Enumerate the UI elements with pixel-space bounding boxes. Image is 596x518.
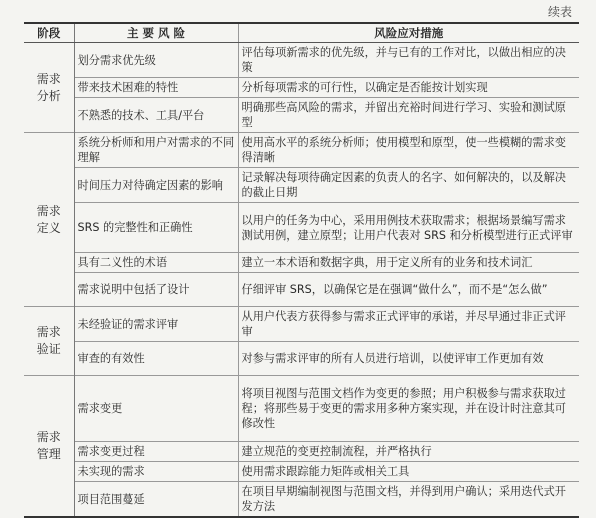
- risk-cell: 时间压力对待确定因素的影响: [74, 168, 238, 203]
- risk-cell: 需求变更: [74, 376, 238, 442]
- risk-cell: 审查的有效性: [74, 342, 238, 376]
- measure-cell: 使用高水平的系统分析师；使用模型和原型，使一些模糊的需求变得清晰: [238, 133, 579, 168]
- measure-cell: 评估每项新需求的优先级，并与已有的工作对比，以做出相应的决策: [238, 43, 579, 78]
- table-row: [24, 78, 579, 98]
- measure-cell: 将项目视图与范围文档作为变更的参照；用户积极参与需求获取过程；将那些易于变更的需求用多种方案实现，并在设计时注意其可修改性: [238, 376, 579, 442]
- measure-cell: 明确那些高风险的需求，并留出充裕时间进行学习、实验和测试原型: [238, 98, 579, 133]
- measure-cell: 建立规范的变更控制流程，并严格执行: [238, 442, 579, 462]
- risk-cell: 项目范围蔓延: [74, 482, 238, 518]
- risk-cell: 未经验证的需求评审: [74, 307, 238, 342]
- measure-cell: 分析每项需求的可行性，以确定是否能按计划实现: [238, 78, 579, 98]
- risk-cell: 需求说明中包括了设计: [74, 273, 238, 307]
- header-measure: 风险应对措施: [238, 23, 579, 43]
- header-risk: 主 要 风 险: [74, 23, 238, 43]
- measure-cell: 以用户的任务为中心，采用用例技术获取需求；根据场景编写需求测试用例，建立原型；让用户代表对 SRS 和分析模型进行正式评审: [238, 203, 579, 253]
- risk-cell: 带来技术困难的特性: [74, 78, 238, 98]
- table-row: [24, 482, 579, 518]
- risk-cell: 具有二义性的术语: [74, 253, 238, 273]
- stage-cell: 需求 分析: [24, 43, 74, 133]
- table-row: [24, 462, 579, 482]
- header-stage: 阶段: [24, 23, 74, 43]
- table-row: [24, 98, 579, 133]
- measure-cell: 使用需求跟踪能力矩阵或相关工具: [238, 462, 579, 482]
- table-row: [24, 376, 579, 442]
- table-row: [24, 203, 579, 253]
- stage-cell: 需求 管理: [24, 376, 74, 518]
- continued-label: 续表: [547, 5, 572, 19]
- header-row: [24, 23, 579, 43]
- risk-cell: 不熟悉的技术、工具/平台: [74, 98, 238, 133]
- table-row: [24, 273, 579, 307]
- measure-cell: 在项目早期编制视图与范围文档，并得到用户确认；采用迭代式开发方法: [238, 482, 579, 518]
- table-row: [24, 168, 579, 203]
- measure-cell: 仔细评审 SRS，以确保它是在强调“做什么”，而不是“怎么做”: [238, 273, 579, 307]
- table-body: [24, 43, 579, 518]
- risk-cell: 划分需求优先级: [74, 43, 238, 78]
- stage-cell: 需求 验证: [24, 307, 74, 376]
- risk-cell: SRS 的完整性和正确性: [74, 203, 238, 253]
- table-row: [24, 342, 579, 376]
- table-row: [24, 133, 579, 168]
- measure-cell: 记录解决每项待确定因素的负责人的名字、如何解决的，以及解决的截止日期: [238, 168, 579, 203]
- table-row: [24, 43, 579, 78]
- risk-cell: 需求变更过程: [74, 442, 238, 462]
- table-row: [24, 442, 579, 462]
- measure-cell: 建立一本术语和数据字典，用于定义所有的业务和技术词汇: [238, 253, 579, 273]
- risk-cell: 系统分析师和用户对需求的不同理解: [74, 133, 238, 168]
- table-row: [24, 253, 579, 273]
- stage-cell: 需求 定义: [24, 133, 74, 307]
- measure-cell: 对参与需求评审的所有人员进行培训，以使评审工作更加有效: [238, 342, 579, 376]
- measure-cell: 从用户代表方获得参与需求正式评审的承诺，并尽早通过非正式评审: [238, 307, 579, 342]
- risk-cell: 未实现的需求: [74, 462, 238, 482]
- table-row: [24, 307, 579, 342]
- risk-table: [24, 22, 579, 518]
